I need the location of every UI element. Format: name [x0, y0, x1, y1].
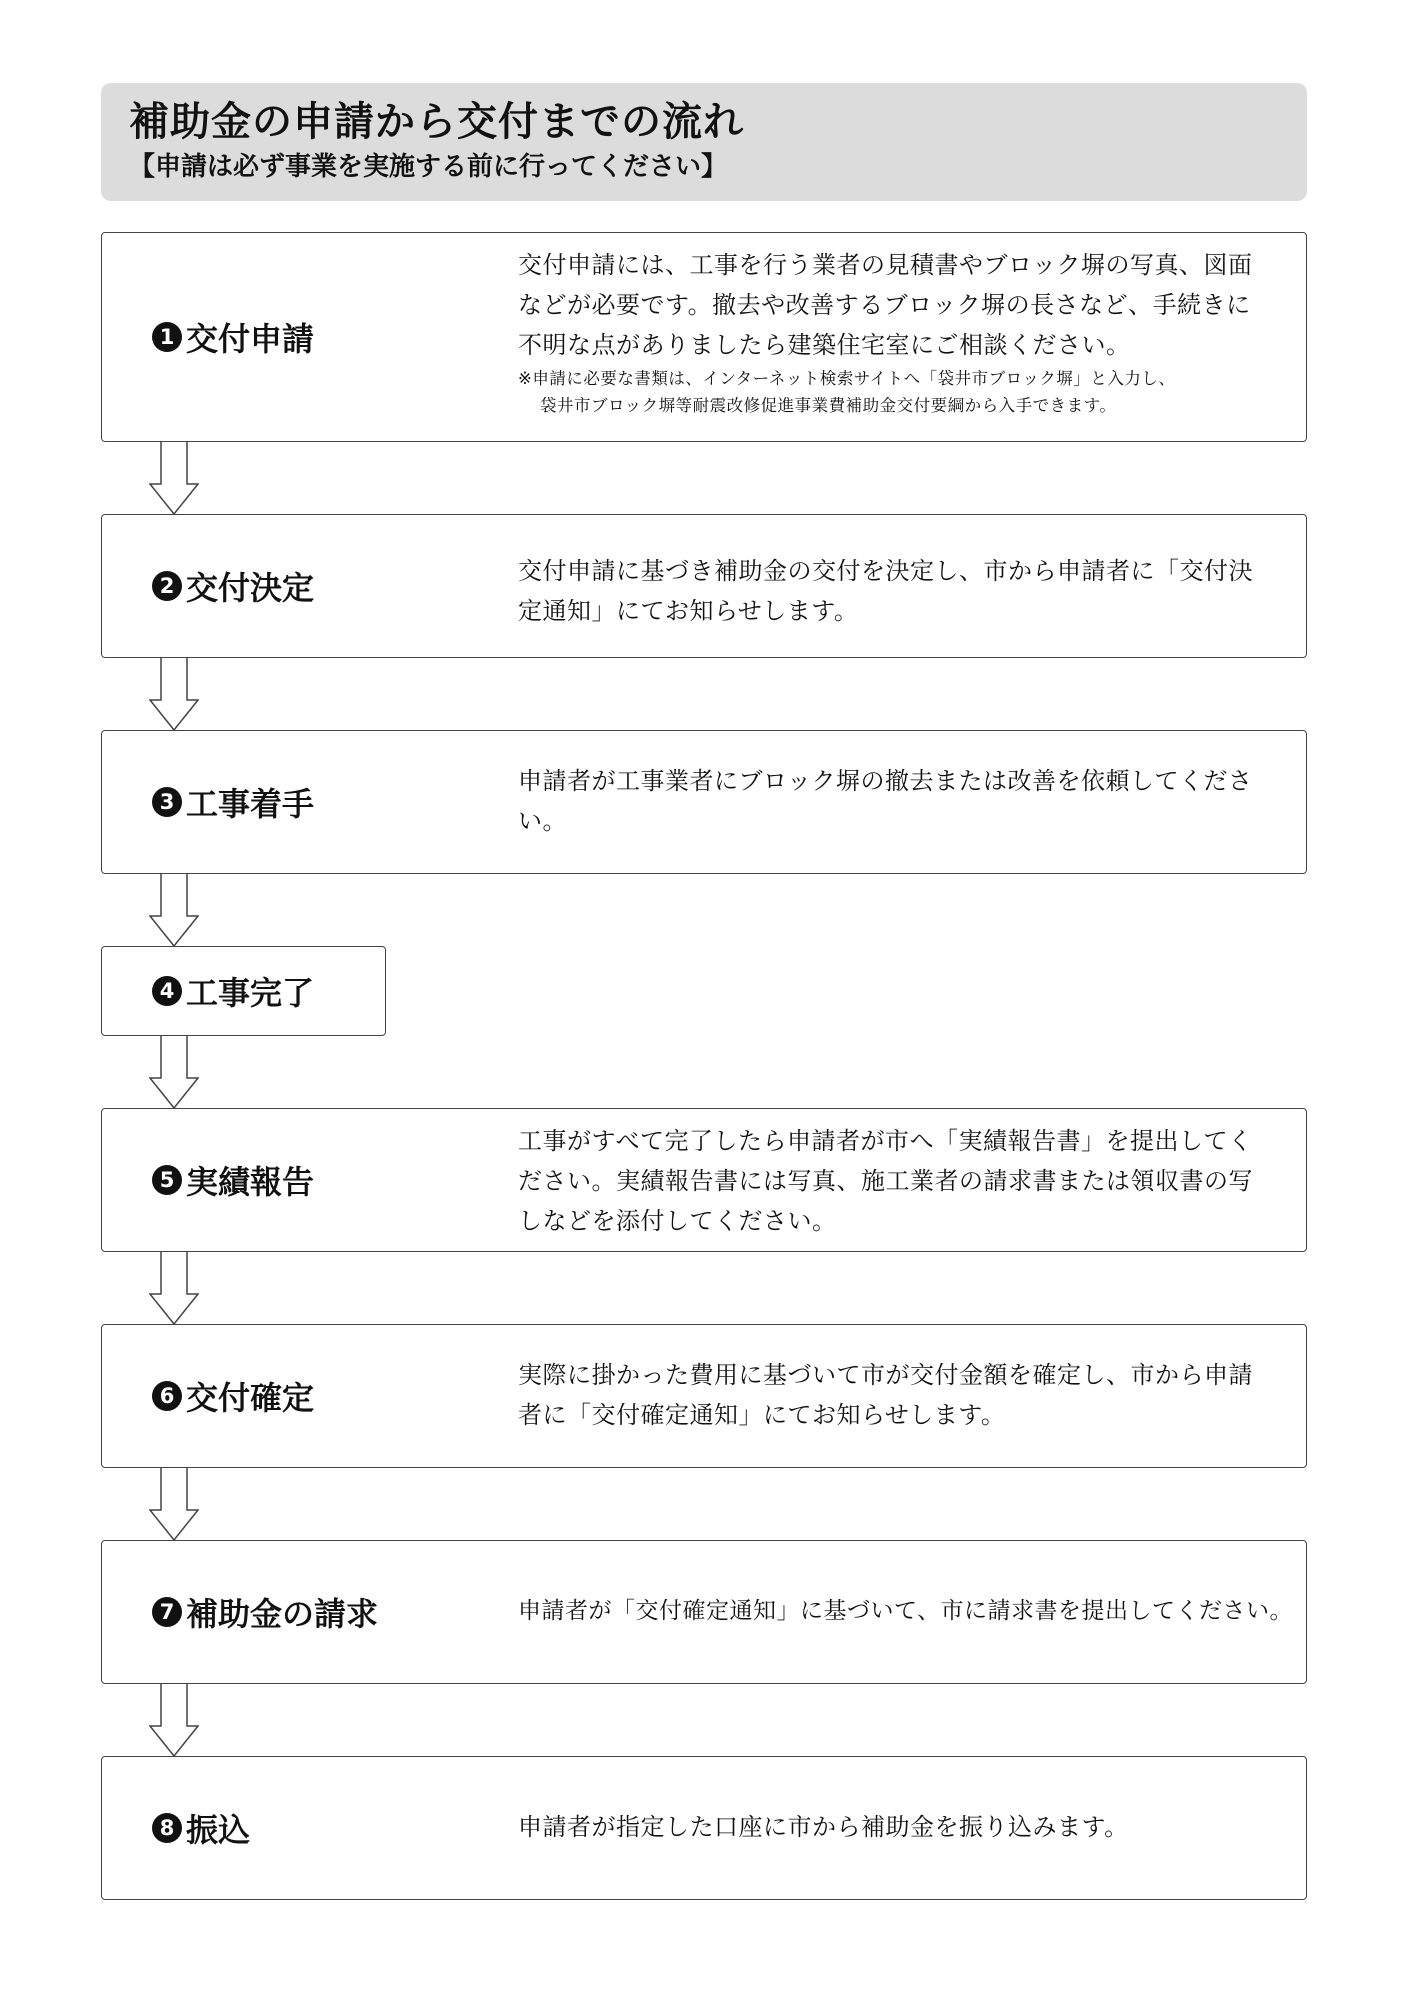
step-description: 工事がすべて完了したら申請者が市へ「実績報告書」を提出してください。実績報告書には写真、施工業者の請求書または領収書の写しなどを添付してください。 [518, 1127, 1253, 1235]
page-header [101, 83, 1307, 201]
step-description: 申請者が「交付確定通知」に基づいて、市に請求書を提出してください。 [518, 1598, 1294, 1624]
step-2-box [101, 514, 1307, 658]
step-3-label [152, 779, 314, 825]
step-title: 交付申請 [186, 320, 315, 358]
step-description: 申請者が指定した口座に市から補助金を振り込みます。 [518, 1813, 1129, 1841]
page-title: 補助金の申請から交付までの流れ [129, 99, 744, 145]
step-note-line-1: ※申請に必要な書類は、インターネット検索サイトへ「袋井市ブロック塀」と入力し、 [518, 369, 1176, 388]
step-description: 交付申請には、工事を行う業者の見積書やブロック塀の写真、図面などが必要です。撤去や改善するブロック塀の長さなど、手続きに不明な点がありましたら建築住宅室にご相談ください。 [518, 251, 1253, 359]
step-title: 工事着手 [186, 785, 315, 823]
flow-arrow [149, 1468, 199, 1541]
step-7-label [152, 1589, 378, 1635]
step-description: 申請者が工事業者にブロック塀の撤去または改善を依頼してください。 [518, 767, 1253, 835]
flow-arrow [149, 874, 199, 947]
page-subtitle: 【申請は必ず事業を実施する前に行ってください】 [129, 152, 728, 182]
step-number-badge: 2 [152, 571, 182, 601]
step-title: 交付決定 [186, 569, 315, 607]
step-7-box [101, 1540, 1307, 1684]
step-number-badge: 3 [152, 787, 182, 817]
flow-arrow [149, 442, 199, 515]
step-6-box [101, 1324, 1307, 1468]
step-8-label [152, 1805, 250, 1851]
step-title: 交付確定 [186, 1379, 315, 1417]
flow-arrow [149, 1036, 199, 1109]
step-4-box [101, 946, 386, 1036]
step-5-box [101, 1108, 1307, 1252]
step-number-badge: 5 [152, 1165, 182, 1195]
step-note [518, 365, 1266, 419]
step-8-box [101, 1756, 1307, 1900]
step-number-badge: 4 [152, 976, 182, 1006]
flow-arrow [149, 1252, 199, 1325]
step-1-label [152, 314, 314, 360]
step-title: 振込 [186, 1811, 251, 1849]
step-3-box [101, 730, 1307, 874]
step-title: 補助金の請求 [186, 1595, 379, 1633]
step-1-description-block [518, 245, 1266, 419]
step-number-badge: 1 [152, 322, 182, 352]
step-note-line-2: 袋井市ブロック塀等耐震改修促進事業費補助金交付要綱から入手できます。 [540, 396, 1117, 415]
step-number-badge: 6 [152, 1381, 182, 1411]
flow-arrow [149, 658, 199, 731]
step-1-box [101, 232, 1307, 442]
step-2-label [152, 563, 314, 609]
step-6-label [152, 1373, 314, 1419]
step-number-badge: 8 [152, 1813, 182, 1843]
step-description: 交付申請に基づき補助金の交付を決定し、市から申請者に「交付決定通知」にてお知らせします。 [518, 557, 1253, 625]
step-title: 実績報告 [186, 1163, 315, 1201]
step-4-label [152, 968, 314, 1014]
flow-arrow [149, 1684, 199, 1757]
step-description: 実際に掛かった費用に基づいて市が交付金額を確定し、市から申請者に「交付確定通知」にてお知らせします。 [518, 1361, 1253, 1429]
step-5-label [152, 1157, 314, 1203]
step-title: 工事完了 [186, 974, 315, 1012]
step-number-badge: 7 [152, 1597, 182, 1627]
